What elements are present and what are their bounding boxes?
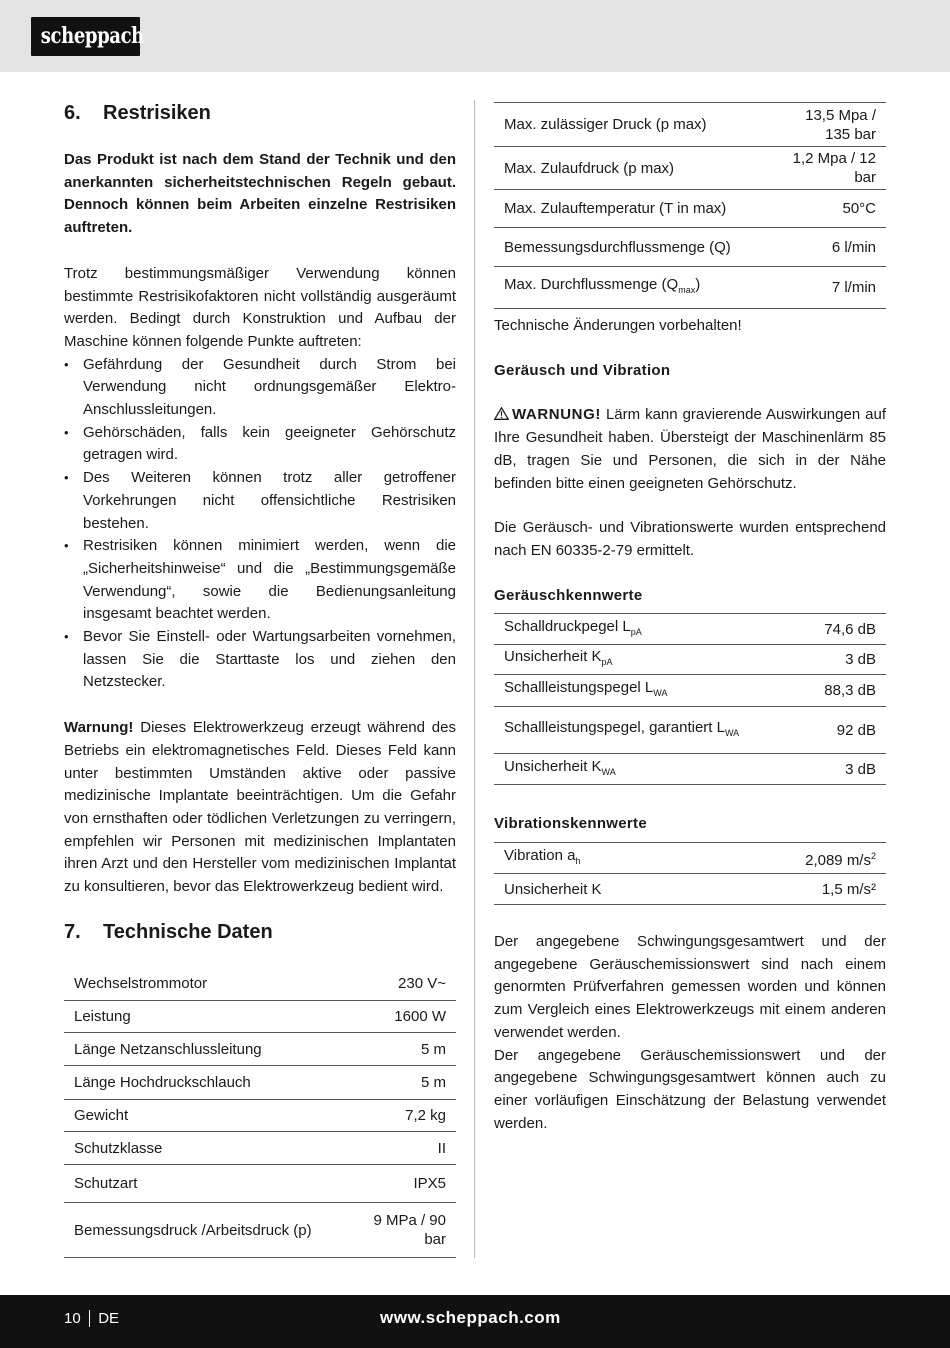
warning-label: WARNUNG!	[512, 406, 601, 424]
page-number: 10	[64, 1310, 81, 1327]
table-row	[64, 1165, 456, 1203]
label-text: Unsicherheit K	[504, 648, 602, 666]
table-cell-value: 7 l/min	[771, 267, 886, 309]
emf-warning-paragraph	[64, 717, 456, 899]
table-cell-label: Länge Hochdruckschlauch	[64, 1066, 344, 1100]
table-cell-label: Max. Zulauftemperatur (T in max)	[494, 190, 771, 228]
list-item: • Bevor Sie Einstell- oder Wartungsarbeiten vornehmen, lassen Sie die Starttaste los und ziehen den Netzstecker.	[64, 626, 456, 694]
table-cell-value: II	[344, 1132, 456, 1165]
label-text-end: )	[695, 276, 701, 293]
table-cell-label	[494, 614, 800, 645]
table-cell-value: 1,2 Mpa / 12 bar	[771, 147, 886, 190]
technical-changes-note: Technische Änderungen vorbehalten!	[494, 317, 742, 334]
table-row	[64, 1100, 456, 1132]
table-row	[494, 267, 886, 309]
table-cell-value: 3 dB	[800, 645, 886, 675]
label-text: Vibration a	[504, 846, 576, 864]
table-cell-label	[494, 675, 800, 707]
table-cell-label: Leistung	[64, 1001, 344, 1033]
table-cell-value: 1600 W	[344, 1001, 456, 1033]
column-divider	[474, 100, 475, 1258]
logo-text: scheppach	[40, 23, 144, 49]
technical-data-table-continued	[494, 102, 886, 309]
table-row	[64, 1132, 456, 1165]
table-cell-label: Schutzart	[64, 1165, 344, 1203]
table-row	[494, 228, 886, 267]
table-cell-value: 1,5 m/s²	[715, 874, 886, 905]
table-cell-label: Max. zulässiger Druck (p max)	[494, 103, 771, 147]
table-cell-value: 74,6 dB	[800, 614, 886, 645]
restrisiken-intro: Das Produkt ist nach dem Stand der Technik und den anerkannten sicherheitstechnischen Regeln gebaut. Dennoch können beim Arbeiten einzelne Restrisiken auftreten.	[64, 151, 456, 237]
table-row	[494, 645, 886, 675]
vibration-table	[494, 842, 886, 905]
list-item: • Des Weiteren können trotz aller getroffener Vorkehrungen nicht offensichtliche Restrisiken bestehen.	[64, 467, 456, 535]
table-cell-value: 50°C	[771, 190, 886, 228]
table-cell-label	[494, 645, 800, 675]
noise-table-heading: Geräuschkennwerte	[494, 586, 643, 604]
table-row	[64, 1001, 456, 1033]
table-cell-value: 5 m	[344, 1066, 456, 1100]
website-link[interactable]: www.scheppach.com	[380, 1308, 561, 1327]
table-cell-label: Gewicht	[64, 1100, 344, 1132]
page-separator	[89, 1310, 91, 1327]
table-row	[494, 754, 886, 785]
table-row	[494, 614, 886, 645]
section-6-number: 6.	[64, 102, 81, 124]
restrisiken-paragraph: Trotz bestimmungsmäßiger Verwendung können bestimmte Restrisikofaktoren nicht vollständig ausgeräumt werden. Bedingt durch Konstruktion und Aufbau der Maschine können folgende Punkte auftreten:	[64, 264, 456, 350]
noise-values-paragraph: Die Geräusch- und Vibrationswerte wurden entsprechend nach EN 60335-2-79 ermittelt.	[494, 519, 886, 559]
table-cell-label	[494, 707, 800, 754]
table-cell-value: 5 m	[344, 1033, 456, 1066]
table-cell-value: 9 MPa / 90 bar	[344, 1203, 456, 1258]
table-row	[64, 967, 456, 1001]
table-cell-value: 3 dB	[800, 754, 886, 785]
restrisiken-list	[64, 354, 456, 695]
table-cell-value: IPX5	[344, 1165, 456, 1203]
label-text: Schalldruckpegel L	[504, 617, 631, 635]
label-subscript: WA	[724, 727, 740, 738]
language-code: DE	[98, 1310, 120, 1327]
table-cell-label: Länge Netzanschlussleitung	[64, 1033, 344, 1066]
warning-label: Warnung!	[64, 719, 134, 737]
label-subscript: WA	[601, 766, 616, 777]
table-cell-value: 6 l/min	[771, 228, 886, 267]
table-cell-label: Bemessungsdruck /Arbeitsdruck (p)	[64, 1203, 344, 1258]
warning-text: Lärm kann gravierende Auswirkungen auf Ihre Gesundheit haben. Übersteigt der Maschinenlärm 85 dB, tragen Sie und Personen, die sich in der Nähe befinden bitte einen geeigneten Gehörschutz.	[494, 406, 886, 492]
table-row	[494, 874, 886, 905]
table-cell-label: Max. Zulaufdruck (p max)	[494, 147, 771, 190]
closing-paragraph-2: Der angegebene Geräuschemissionswert und der angegebene Schwingungsgesamtwert können auch zu einer vorläufigen Einschätzung der Belastung verwendet werden.	[494, 1046, 886, 1132]
noise-warning-paragraph	[494, 404, 886, 495]
list-item: • Gefährdung der Gesundheit durch Strom bei Verwendung nicht ordnungsgemäßer Elektro-Anschlussleitungen.	[64, 354, 456, 422]
header-bar	[0, 0, 950, 72]
table-cell-label: Unsicherheit K	[494, 874, 715, 905]
table-cell-value: 92 dB	[800, 707, 886, 754]
left-column	[64, 100, 456, 1258]
table-cell-value	[715, 843, 886, 874]
section-7-number: 7.	[64, 920, 81, 943]
label-subscript: max	[678, 285, 696, 295]
label-subscript: WA	[653, 688, 668, 699]
warning-text: Dieses Elektrowerkzeug erzeugt während des Betriebs ein elektromagnetisches Feld. Dieses Feld kann unter bestimmten Umständen aktive oder passive medizinische Implantate beeinträchtigen. Um die Gefahr von ernsthaften oder tödlichen Verletzungen zu verringern, empfehlen wir Personen mit medizinischen Implantaten ihren Arzt und den Hersteller vom medizinischen Implantat zu konsultieren, bevor das Elektrowerkzeug bedient wird.	[64, 719, 456, 896]
table-cell-label: Bemessungsdurchflussmenge (Q)	[494, 228, 771, 267]
table-row	[64, 1203, 456, 1258]
table-row	[494, 707, 886, 754]
warning-triangle-icon	[494, 407, 509, 420]
list-item: • Restrisiken können minimiert werden, wenn die „Sicherheitshinweise“ und die „Bestimmungsgemäße Verwendung“, sowie die Bedienungsanleitung insgesamt beachtet werden.	[64, 535, 456, 626]
table-row	[494, 103, 886, 147]
table-row	[64, 1033, 456, 1066]
label-subscript: h	[575, 855, 581, 866]
technical-data-table	[64, 967, 456, 1259]
table-cell-value: 13,5 Mpa / 135 bar	[771, 103, 886, 147]
label-text: Schallleistungspegel L	[504, 679, 654, 697]
table-cell-label: Schutzklasse	[64, 1132, 344, 1165]
table-cell-label	[494, 267, 771, 309]
right-column	[494, 102, 886, 1135]
footer-bar	[0, 1295, 950, 1348]
vibration-table-heading: Vibrationskennwerte	[494, 815, 647, 833]
noise-vibration-heading: Geräusch und Vibration	[494, 361, 671, 379]
table-row	[494, 147, 886, 190]
closing-paragraph-1: Der angegebene Schwingungsgesamtwert und der angegebene Geräuschemissionswert sind nach einem genormten Prüfverfahren gemessen worden und können zum Vergleich eines Elektrowerkzeugs mit einem anderen verwendet werden.	[494, 933, 886, 1041]
section-6-title: Restrisiken	[103, 102, 211, 124]
table-cell-label: Wechselstrommotor	[64, 967, 344, 1001]
section-6-heading	[64, 100, 456, 126]
noise-table	[494, 613, 886, 785]
label-text: Unsicherheit K	[504, 757, 602, 775]
value-superscript: 2	[870, 850, 876, 861]
table-cell-value: 7,2 kg	[344, 1100, 456, 1132]
label-subscript: pA	[630, 626, 642, 637]
list-item: • Gehörschäden, falls kein geeigneter Gehörschutz getragen wird.	[64, 422, 456, 467]
value-text: 2,089 m/s	[805, 851, 871, 869]
table-row	[64, 1066, 456, 1100]
label-text: Max. Durchflussmenge (Q	[504, 276, 679, 293]
section-7-heading	[64, 919, 456, 945]
label-text: Schallleistungspegel, garantiert L	[504, 718, 725, 736]
scheppach-logo	[31, 17, 144, 56]
table-row	[494, 675, 886, 707]
table-cell-label	[494, 754, 800, 785]
table-cell-value: 88,3 dB	[800, 675, 886, 707]
table-cell-label	[494, 843, 715, 874]
table-row	[494, 190, 886, 228]
label-subscript: pA	[601, 657, 613, 668]
section-7-title: Technische Daten	[103, 920, 273, 943]
table-row	[494, 843, 886, 874]
page-indicator	[64, 1310, 119, 1327]
table-cell-value: 230 V~	[344, 967, 456, 1001]
